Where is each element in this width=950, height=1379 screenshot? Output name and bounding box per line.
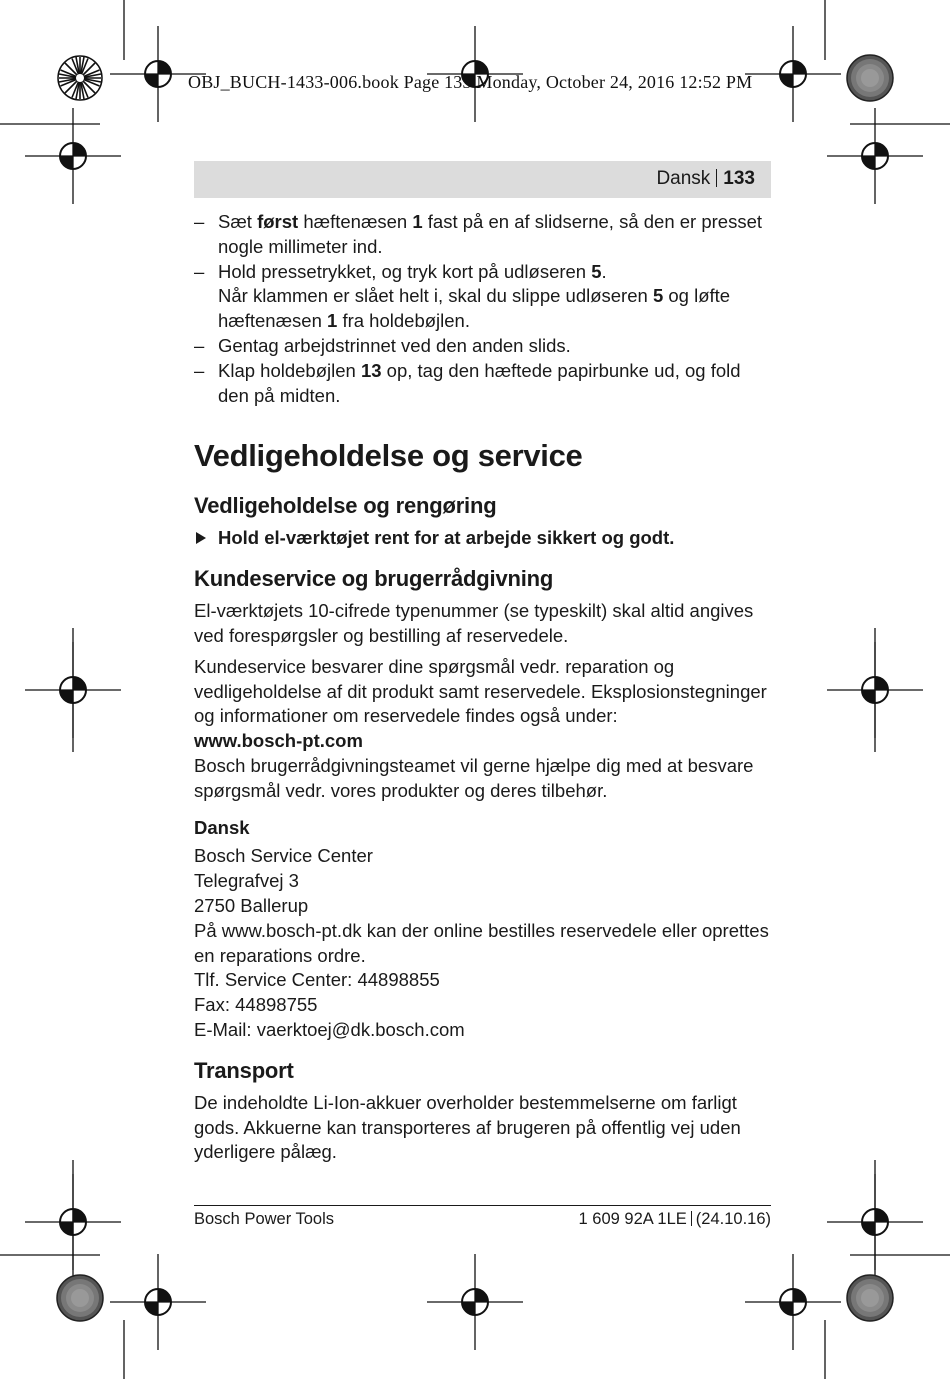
- customer-service-paragraph: Kundeservice besvarer dine spørgsmål vedr. reparation og vedligeholdelse af dit produkt samt reservedele. Eksplosionstegninger og informationer om reservedele findes også under:: [194, 655, 767, 727]
- website-link[interactable]: www.bosch-pt.com: [194, 730, 363, 752]
- footer-doc-info: [579, 1210, 771, 1229]
- contact-street: Telegrafvej 3: [194, 870, 299, 892]
- footer-divider: [691, 1211, 692, 1226]
- dash-marker: –: [194, 211, 205, 232]
- footer-rule: [194, 1205, 771, 1206]
- contact-phone: Tlf. Service Center: 44898855: [194, 969, 440, 991]
- transport-heading: Transport: [194, 1057, 294, 1083]
- customer-service-paragraph: Bosch brugerrådgivningsteamet vil gerne hjælpe dig med at besvare spørgsmål vedr. vores produkter og deres tilbehør.: [194, 754, 754, 801]
- footer-doc-number: 1 609 92A 1LE: [578, 1210, 687, 1228]
- dash-marker: –: [194, 260, 205, 282]
- step-item: – Klap holdebøjlen 13 op, tag den hæftede papirbunke ud, og fold den på midten.: [194, 359, 741, 406]
- page-number: 133: [723, 168, 755, 189]
- step-item: – Sæt først hæftenæsen 1 fast på en af slidserne, så den er presset nogle millimeter ind.: [194, 211, 763, 257]
- step-item-continuation: Når klammen er slået helt i, skal du slippe udløseren 5 og løfte hæftenæsen 1 fra holdebøjlen.: [218, 285, 731, 332]
- maintenance-heading: Vedligeholdelse og rengøring: [194, 493, 497, 519]
- dash-marker: –: [194, 334, 205, 356]
- dash-marker: –: [194, 359, 205, 381]
- contact-email: E-Mail: vaerktoej@dk.bosch.com: [194, 1018, 465, 1040]
- contact-fax: Fax: 44898755: [194, 994, 318, 1016]
- footer-date: (24.10.16): [695, 1210, 771, 1228]
- customer-service-paragraph: El-værktøjets 10-cifrede typenummer (se typeskilt) skal altid angives ved forespørgsler og bestilling af reservedele.: [194, 600, 754, 646]
- customer-service-heading: Kundeservice og brugerrådgivning: [194, 566, 554, 592]
- section-title: Vedligeholdelse og service: [194, 438, 583, 474]
- step-item: – Hold pressetrykket, og tryk kort på udløseren 5.: [194, 260, 774, 285]
- book-info-line: OBJ_BUCH-1433-006.book Page 133 Monday, October 24, 2016 12:52 PM: [188, 72, 753, 92]
- footer-brand: Bosch Power Tools: [194, 1210, 335, 1228]
- header-language: Dansk: [656, 168, 711, 189]
- transport-paragraph: De indeholdte Li-Ion-akkuer overholder bestemmelserne om farligt gods. Akkuerne kan transporteres af brugeren på offentlig vej uden yderligere pålæg.: [194, 1091, 741, 1163]
- contact-online-note: På www.bosch-pt.dk kan der online bestilles reservedele eller oprettes en reparations ordre.: [194, 919, 769, 966]
- step-item: – Gentag arbejdstrinnet ved den anden slids.: [194, 334, 774, 359]
- contact-country: Dansk: [194, 816, 250, 838]
- contact-city: 2750 Ballerup: [194, 894, 309, 916]
- header-divider: [716, 169, 717, 187]
- maintenance-note: Hold el-værktøjet rent for at arbejde sikkert og godt.: [194, 526, 774, 551]
- page-content: [194, 210, 774, 1165]
- triangle-bullet-icon: [196, 532, 206, 544]
- contact-name: Bosch Service Center: [194, 845, 373, 867]
- running-header: [656, 168, 755, 190]
